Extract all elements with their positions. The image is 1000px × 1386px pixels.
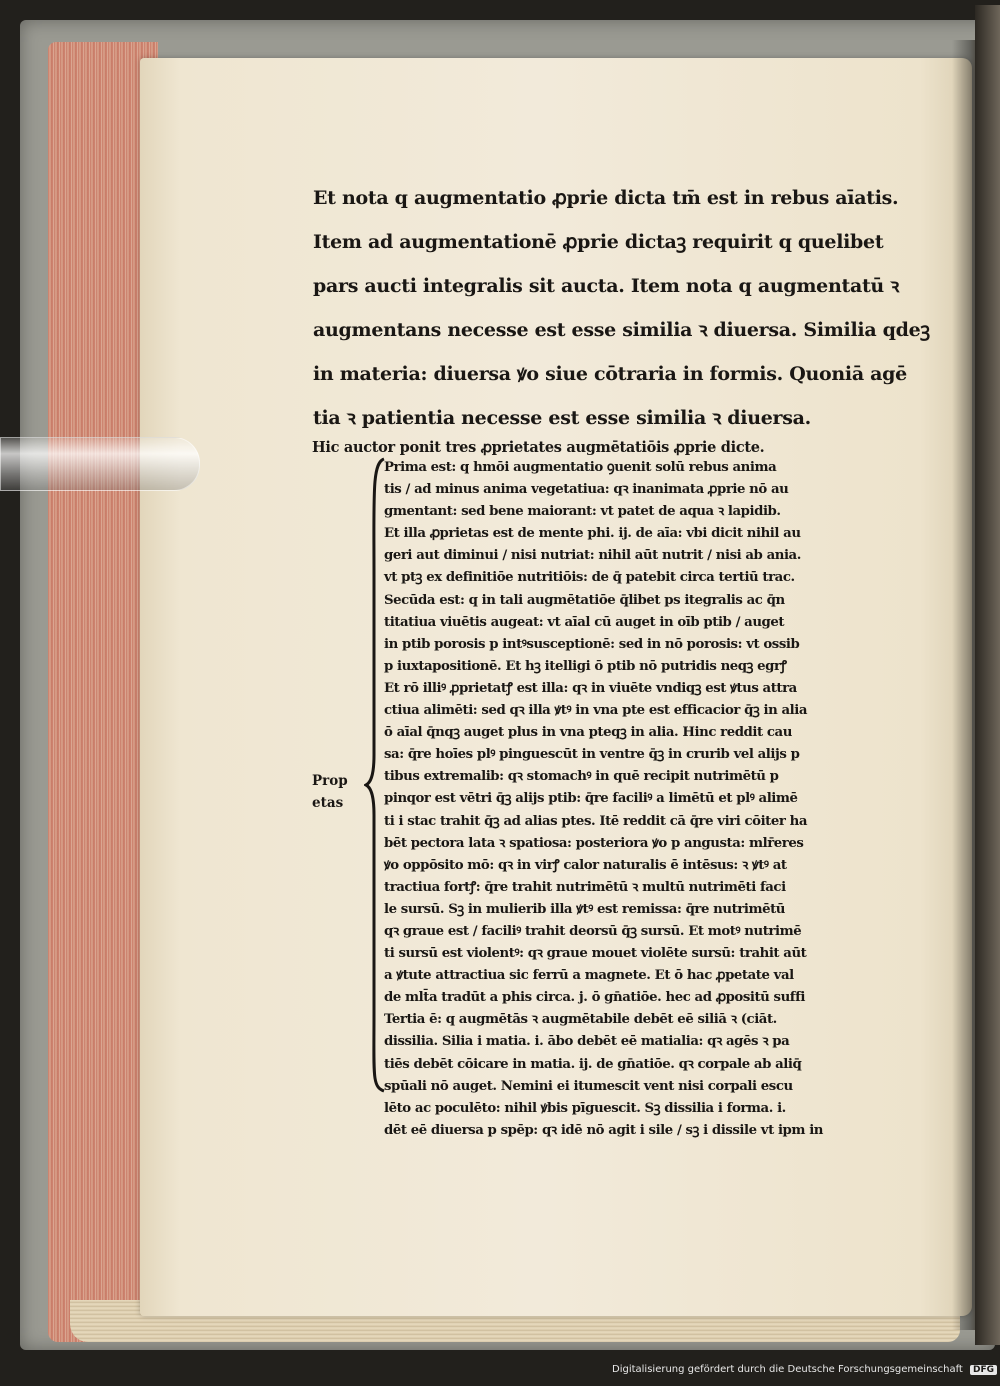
margin-note-line: etas	[312, 795, 344, 811]
dfg-logo: DFG	[970, 1365, 997, 1375]
commentary-line: Et illa ꝓprietas est de mente phi. ij. de aīa: vbi dicit nihil au	[384, 526, 801, 542]
commentary-line: ti sursū est violentꝰ: qꝛ graue mouet violēte sursū: trahit aūt	[384, 946, 807, 962]
curly-brace	[364, 455, 386, 1095]
commentary-line: geri aut diminui / nisi nutriat: nihil aūt nutrit / nisi ab ania.	[384, 548, 801, 564]
commentary-line: spūali nō auget. Nemini ei itumescit vent nisi corpali escu	[384, 1078, 793, 1094]
commentary-line: bēt pectora lata ꝛ spatiosa: posteriora ꝟo p angusta: mlr̄eres	[384, 835, 804, 851]
facing-page-edge	[975, 5, 1000, 1345]
commentary-line: Tertia ē: q augmētās ꝛ augmētabile debēt eē siliā ꝛ (ciāt.	[384, 1012, 777, 1028]
commentary-line: in ptib porosis p intꝰsusceptionē: sed in nō porosis: vt ossib	[384, 636, 800, 652]
margin-note	[312, 770, 348, 814]
commentary-line: gmentant: sed bene maiorant: vt patet de aqua ꝛ lapidib.	[384, 504, 781, 520]
commentary-line: ꝟo oppōsito mō: qꝛ in virꝭ calor naturalis ē intēsus: ꝛ ꝟtꝰ at	[384, 857, 787, 873]
commentary-line: tibus extremalib: qꝛ stomachꝰ in quē recipit nutrimētū p	[384, 769, 779, 785]
commentary-line: a ꝟtute attractiua sic ferrū a magnete. Et ō hac ꝓpetate val	[384, 968, 794, 984]
main-line: Et nota q augmentatio ꝓprie dicta tm̄ est in rebus aīatis.	[313, 187, 899, 209]
commentary-line: ctiua alimēti: sed qꝛ illa ꝟtꝰ in vna pte est efficacior q̄ꝫ in alia	[384, 703, 808, 719]
commentary-line: tractiua fortꝭ: q̄re trahit nutrimētū ꝛ multū nutrimēti faci	[384, 879, 786, 895]
commentary-line: dissilia. Silia i matia. i. ābo debēt eē matialia: qꝛ agēs ꝛ pa	[384, 1034, 790, 1050]
commentary-line: sa: q̄re hoīes plꝰ pinguescūt in ventre q̄ꝫ in crurib vel alijs p	[384, 747, 800, 763]
main-line: Item ad augmentationē ꝓprie dictaꝫ requirit q quelibet	[313, 231, 884, 253]
credit-text: Digitalisierung gefördert durch die Deutsche Forschungsgemeinschaft	[612, 1364, 963, 1375]
commentary-line: de mlt̄a tradūt a phis circa. j. ō gn̄atiōe. hec ad ꝓpositū suffi	[384, 990, 805, 1006]
commentary-line: ti i stac trahit q̄ꝫ ad alias ptes. Itē reddit cā q̄re viri cōiter ha	[384, 813, 807, 829]
main-text	[313, 176, 930, 440]
commentary-line: vt ptꝫ ex definitiōe nutritiōis: de q̄ patebit circa tertiū trac.	[384, 570, 795, 586]
main-line: augmentans necesse est esse similia ꝛ diuersa. Similia qdeꝫ	[313, 319, 930, 341]
main-line: pars aucti integralis sit aucta. Item nota q augmentatū ꝛ	[313, 275, 899, 297]
commentary-line: dēt eē diuersa p spēp: qꝛ idē nō agit i sile / sꝫ i dissile vt ipm in	[384, 1122, 824, 1138]
commentary-line: Et rō illiꝰ ꝓprietatꝭ est illa: qꝛ in viuēte vndiqꝫ est ꝟtus attra	[384, 680, 797, 696]
glass-page-clip	[0, 437, 200, 491]
commentary-heading: Hic auctor ponit tres ꝓprietates augmētatiōis ꝓprie dicte.	[312, 439, 765, 456]
commentary-line: qꝛ graue est / faciliꝰ trahit deorsū q̄ꝫ sursū. Et motꝰ nutrimē	[384, 923, 802, 939]
digitization-credit	[612, 1364, 997, 1375]
commentary-line: titatiua viuētis augeat: vt aīal cū auget in oīb ptib / auget	[384, 614, 785, 630]
margin-note-line: Prop	[312, 773, 348, 789]
commentary-line: le sursū. Sꝫ in mulierib illa ꝟtꝰ est remissa: q̄re nutrimētū	[384, 901, 786, 917]
commentary-line: ō aīal q̄nqꝫ auget plus in vna pteqꝫ in alia. Hinc reddit cau	[384, 725, 792, 741]
commentary-block	[384, 457, 904, 1142]
commentary-line: pinqor est vētri q̄ꝫ alijs ptib: q̄re faciliꝰ a limētū et plꝰ alimē	[384, 791, 798, 807]
commentary-line: tis / ad minus anima vegetatiua: qꝛ inanimata ꝓprie nō au	[384, 482, 789, 498]
main-line: in materia: diuersa ꝟo siue cōtraria in formis. Quoniā agē	[313, 363, 907, 385]
commentary-line: lēto ac poculēto: nihil ꝟbis pīguescit. Sꝫ dissilia i forma. i.	[384, 1100, 786, 1116]
main-line: tia ꝛ patientia necesse est esse similia ꝛ diuersa.	[313, 407, 811, 429]
commentary-line: tiēs debēt cōicare in matia. ij. de gn̄atiōe. qꝛ corpale ab aliq̄	[384, 1056, 802, 1072]
commentary-line: p iuxtapositionē. Et hꝫ itelligi ō ptib nō putridis neqꝫ egrꝭ	[384, 658, 787, 674]
commentary-line: Prima est: q hmōi augmentatio ꝯuenit solū rebus anima	[384, 460, 777, 475]
commentary-line: Secūda est: q in tali augmētatiōe q̄libet ps itegralis ac q̄n	[384, 592, 785, 608]
